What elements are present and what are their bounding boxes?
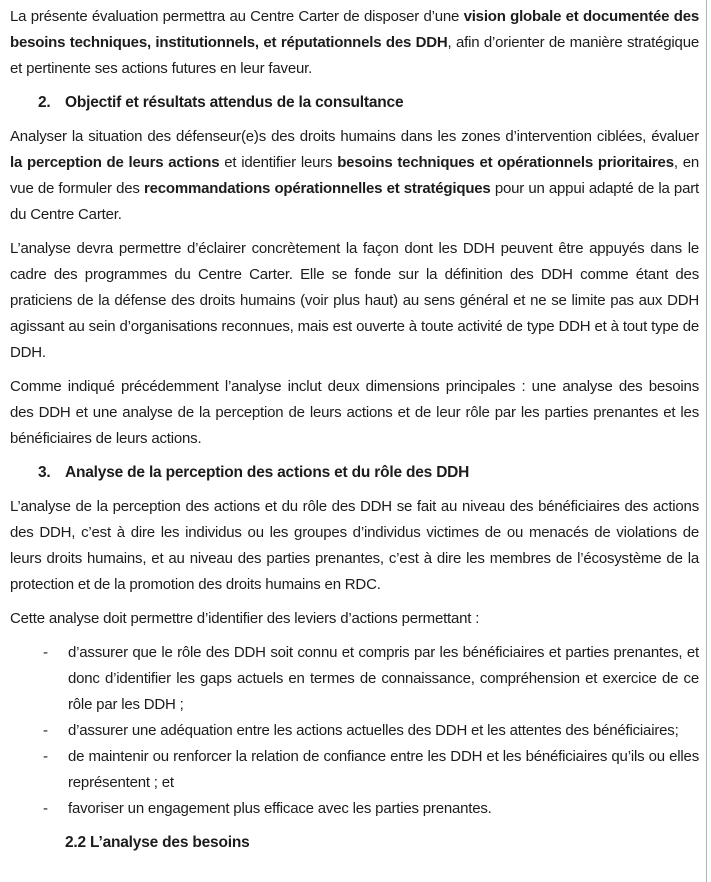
bullet-item xyxy=(10,744,699,796)
sub-heading: 2.2 L’analyse des besoins xyxy=(65,834,250,851)
numbered-heading xyxy=(10,90,699,116)
bullet-list xyxy=(10,640,699,822)
bullet-item xyxy=(10,640,699,718)
bullet-text xyxy=(68,796,699,822)
bullet-text xyxy=(68,744,699,796)
bold-text-run: besoins techniques et opérationnels prioritaires xyxy=(337,154,674,171)
text-run: pour un appui adapté de la part du Centre Carter. xyxy=(10,180,699,223)
bullet-item xyxy=(10,796,699,822)
heading-number: 2. xyxy=(38,94,51,111)
text-run: , afin d’orienter de manière stratégique et pertinente ses actions futures en leur faveur. xyxy=(10,34,699,77)
document-content xyxy=(10,4,699,856)
bullet-marker: - xyxy=(43,748,48,765)
heading-text: Objectif et résultats attendus de la consultance xyxy=(65,94,404,111)
bullet-text xyxy=(68,640,699,718)
text-run: La présente évaluation permettra au Centre Carter de disposer d’une xyxy=(10,8,464,25)
bold-text-run: vision globale et documentée des besoins techniques, institutionnels, et réputationnels des DDH xyxy=(10,8,699,51)
text-run: d’assurer que le rôle des DDH soit connu et compris par les bénéficiaires et parties prenantes, et donc d’identifier les gaps actuels en termes de connaissance, compréhension et exercice de ce rôle par les DDH ; xyxy=(68,644,699,713)
text-run: Analyser la situation des défenseur(e)s des droits humains dans les zones d’intervention ciblées, évaluer xyxy=(10,128,699,145)
page-right-edge-line xyxy=(706,0,707,882)
bold-text-run: la perception de leurs actions xyxy=(10,154,220,171)
text-run: , en vue de formuler des xyxy=(10,154,699,197)
paragraph xyxy=(10,4,699,82)
text-run: L’analyse de la perception des actions et du rôle des DDH se fait au niveau des bénéficiaires des actions des DDH, c’est à dire les individus ou les groupes d’individus victimes de ou menacés de violations de leurs droits humains, et au niveau des parties prenantes, c’est à dire les membres de l’écosystème de la protection et de la promotion des droits humains en RDC. xyxy=(10,498,699,593)
paragraph xyxy=(10,124,699,228)
bullet-item xyxy=(10,718,699,744)
text-run: d’assurer une adéquation entre les actions actuelles des DDH et les attentes des bénéficiaires; xyxy=(68,722,679,739)
heading-text: Analyse de la perception des actions et du rôle des DDH xyxy=(65,464,470,481)
paragraph xyxy=(10,374,699,452)
bullet-marker: - xyxy=(43,644,48,661)
text-run: et identifier leurs xyxy=(219,154,338,171)
text-run: Cette analyse doit permettre d’identifier des leviers d’actions permettant : xyxy=(10,610,480,627)
text-run: L’analyse devra permettre d’éclairer concrètement la façon dont les DDH peuvent être appuyés dans le cadre des programmes du Centre Carter. Elle se fonde sur la définition des DDH comme étant des praticiens de la défense des droits humains (voir plus haut) au sens général et ne se limite pas aux DDH agissant au sein d’organisations reconnues, mais est ouverte à toute activité de type DDH et à tout type de DDH. xyxy=(10,240,699,361)
bold-text-run: recommandations opérationnelles et stratégiques xyxy=(143,180,491,197)
paragraph xyxy=(10,236,699,366)
heading-number: 3. xyxy=(38,464,51,481)
bullet-text xyxy=(68,718,699,744)
paragraph xyxy=(10,606,699,632)
numbered-heading xyxy=(10,460,699,486)
paragraph xyxy=(10,494,699,598)
bullet-marker: - xyxy=(43,722,48,739)
text-run: de maintenir ou renforcer la relation de confiance entre les DDH et les bénéficiaires qu’ils ou elles représentent ; et xyxy=(68,748,699,791)
text-run: Comme indiqué précédemment l’analyse inclut deux dimensions principales : une analyse des besoins des DDH et une analyse de la perception de leurs actions et de leur rôle par les parties prenantes et les bénéficiaires de leurs actions. xyxy=(10,378,699,447)
text-run: favoriser un engagement plus efficace avec les parties prenantes. xyxy=(68,800,492,817)
bullet-marker: - xyxy=(43,800,48,817)
